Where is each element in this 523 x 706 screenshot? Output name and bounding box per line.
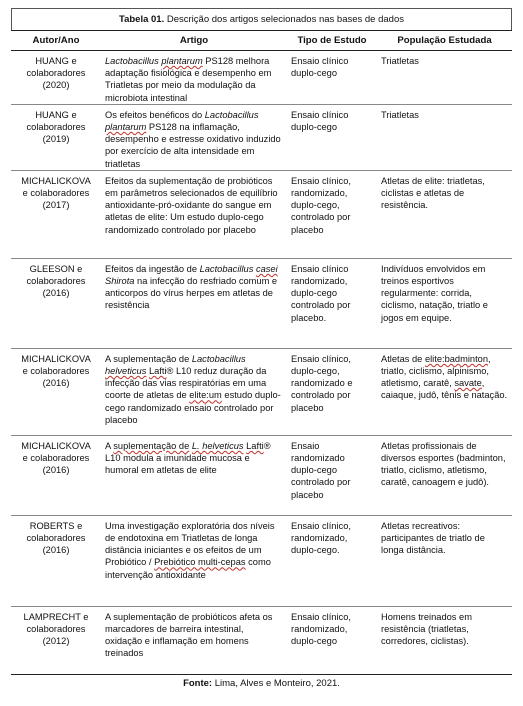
author-line: (2016) <box>42 465 70 476</box>
population-cell <box>377 348 512 435</box>
article-cell <box>101 258 287 348</box>
author-cell <box>11 515 101 606</box>
table-row <box>11 258 512 348</box>
text-segment: Atletas de <box>381 353 425 364</box>
author-line: (2012) <box>42 636 70 647</box>
header-row <box>11 31 512 51</box>
text-segment: Lactobacillus <box>199 263 254 274</box>
text-segment: Indivíduos envolvidos em treinos esportivos regularmente: corrida, ciclismo, natação, triatlo e jogos em equipe. <box>381 263 488 323</box>
table-row <box>11 435 512 515</box>
text-segment: ® L10 modula a imunidade mucosa e humoral em atletas de elite <box>105 440 271 476</box>
article-cell <box>101 170 287 258</box>
text-segment: A <box>105 440 114 451</box>
text-segment: suplementação de <box>113 440 190 451</box>
study-type-cell: Ensaio clínico, randomizado, duplo-cego. <box>291 520 351 556</box>
author-line: LAMPRECHT e <box>23 611 89 622</box>
population-cell <box>377 515 512 606</box>
author-cell <box>11 51 101 105</box>
text-segment: Lactobacillus <box>191 353 246 364</box>
population-cell <box>377 104 512 170</box>
author-line: colaboradores <box>26 68 86 79</box>
text-segment: Lafti <box>148 366 167 377</box>
text-segment: Efeitos da ingestão de <box>105 263 200 274</box>
author-line: MICHALICKOVA <box>21 353 91 364</box>
article-cell <box>101 104 287 170</box>
author-line: (2016) <box>42 378 70 389</box>
text-segment: Triatletas <box>381 56 419 66</box>
text-segment: Homens treinados em resistência (triatletas, corredores, ciclistas). <box>381 611 472 647</box>
text-segment: casei <box>255 263 278 274</box>
article-cell <box>101 51 287 105</box>
text-segment: Atletas profissionais de diversos esportes (badminton, triatlo, ciclismo, atletismo, caratê, canoagem e judô). <box>381 440 506 488</box>
author-line: (2019) <box>42 134 70 145</box>
header-study-type: Tipo de Estudo <box>287 31 377 51</box>
header-population: População Estudada <box>377 31 512 51</box>
articles-table <box>11 30 512 675</box>
table-row <box>11 348 512 435</box>
author-line: e colaboradores <box>22 453 90 464</box>
population-cell <box>377 170 512 258</box>
text-segment: PS128 na inflamação, desempenho e estresse oxidativo induzido por exercício de alta intensidade em triatletas <box>105 122 281 169</box>
author-line: MICHALICKOVA <box>21 440 91 451</box>
population-cell <box>377 258 512 348</box>
table-row <box>11 606 512 674</box>
text-segment: PS128 melhora adaptação fisiológica e desempenho em Triatletas por meio da modulação da microbiota intestinal <box>105 56 272 103</box>
text-segment: elite:badminton <box>424 353 488 364</box>
table-row <box>11 51 512 105</box>
author-line: HUANG e <box>35 109 77 120</box>
text-segment: Prebiótico multi-cepas <box>154 557 246 568</box>
text-segment: Triatletas <box>381 109 419 120</box>
text-segment: elite:um <box>189 390 222 401</box>
author-line: colaboradores <box>26 624 86 635</box>
text-segment: Lafti <box>246 440 264 451</box>
author-cell <box>11 258 101 348</box>
text-segment: L. helveticus <box>191 440 244 451</box>
table-row <box>11 104 512 170</box>
table-row <box>11 170 512 258</box>
author-cell <box>11 104 101 170</box>
author-line: (2016) <box>42 288 70 299</box>
author-line: (2016) <box>42 545 70 556</box>
text-segment: Lactobacillus <box>105 56 162 66</box>
study-type-cell: Ensaio clínico duplo-cego <box>291 56 349 79</box>
population-cell <box>377 606 512 674</box>
author-line: GLEESON e <box>29 263 83 274</box>
text-segment: estudo duplo-cego randomizado ensaio controlado por placebo <box>105 390 281 425</box>
text-segment: , triatlo, ciclismo, alpinismo, atletismo, caratê, <box>381 353 491 389</box>
author-line: colaboradores <box>26 276 86 287</box>
author-cell <box>11 348 101 435</box>
header-author: Autor/Ano <box>11 31 101 51</box>
study-type-cell: Ensaio clínico randomizado, duplo-cego controlado por placebo. <box>291 263 351 323</box>
article-cell <box>101 515 287 606</box>
text-segment: plantarum <box>161 56 203 66</box>
table-caption <box>11 8 512 30</box>
author-line: MICHALICKOVA <box>21 175 91 186</box>
header-article: Artigo <box>101 31 287 51</box>
text-segment: savate <box>454 378 482 389</box>
source-label: Fonte: <box>183 677 213 689</box>
text-segment: Lactobacillus <box>204 109 259 120</box>
author-line: e colaboradores <box>22 366 90 377</box>
text-segment: , caiaque, judô, tênis e natação. <box>381 378 508 401</box>
text-segment: Efeitos da suplementação de probióticos em parâmetros selecionados de equilíbrio antioxidante-pró-oxidante do sangue em atletas de elite: Um estudo duplo-cego randomizado controlado por placebo <box>105 175 278 235</box>
text-segment: helveticus <box>105 366 147 377</box>
table-source <box>11 678 512 689</box>
study-type-cell: Ensaio randomizado duplo-cego controlado por placebo <box>291 440 351 500</box>
study-type-cell: Ensaio clínico, duplo-cego, randomizado e controlado por placebo <box>291 353 353 413</box>
text-segment: ® L10 reduz duração da infecção das vias respiratórias em uma coorte de atletas de <box>105 366 267 401</box>
text-segment: plantarum <box>105 122 147 133</box>
article-cell <box>101 435 287 515</box>
study-type-cell: Ensaio clínico, randomizado, duplo-cego, controlado por placebo <box>291 175 351 235</box>
author-line: ROBERTS e <box>29 520 83 531</box>
text-segment: como intervenção antioxidante <box>105 557 271 580</box>
author-cell <box>11 606 101 674</box>
population-cell <box>377 435 512 515</box>
author-line: HUANG e <box>35 56 77 66</box>
study-type-cell: Ensaio clínico, randomizado, duplo-cego <box>291 611 351 647</box>
source-text: Lima, Alves e Monteiro, 2021. <box>212 677 340 689</box>
author-line: colaboradores <box>26 122 86 133</box>
article-cell <box>101 606 287 674</box>
text-segment: Os efeitos benéficos do <box>105 109 205 120</box>
author-line: (2020) <box>42 80 70 91</box>
text-segment: Uma investigação exploratória dos níveis de endotoxina em Triatletas de longa distância iniciantes e os efeitos de um Probiótico / <box>105 520 275 568</box>
author-line: colaboradores <box>26 533 86 544</box>
author-cell <box>11 435 101 515</box>
author-line: e colaboradores <box>22 188 90 199</box>
text-segment: Atletas recreativos: participantes de triatlo de longa distância. <box>381 520 485 556</box>
table-row <box>11 515 512 606</box>
text-segment: A suplementação de <box>105 353 192 364</box>
table-container <box>11 8 512 689</box>
author-line: (2017) <box>42 200 70 211</box>
caption-label: Tabela 01. <box>118 14 165 25</box>
text-segment: Shirota <box>105 276 135 287</box>
study-type-cell: Ensaio clínico duplo-cego <box>291 109 349 133</box>
article-cell <box>101 348 287 435</box>
text-segment: Atletas de elite: triatletas, ciclistas e atletas de resistência. <box>381 175 485 211</box>
table-body <box>11 51 512 675</box>
author-cell <box>11 170 101 258</box>
population-cell <box>377 51 512 105</box>
text-segment: A suplementação de probióticos afeta os marcadores de barreira intestinal, oxidação e inflamação em homens treinados <box>105 611 273 659</box>
caption-text: Descrição dos artigos selecionados nas bases de dados <box>164 14 404 25</box>
text-segment: na infecção do resfriado comum e anticorpos do vírus herpes em atletas de resistência <box>105 276 278 311</box>
